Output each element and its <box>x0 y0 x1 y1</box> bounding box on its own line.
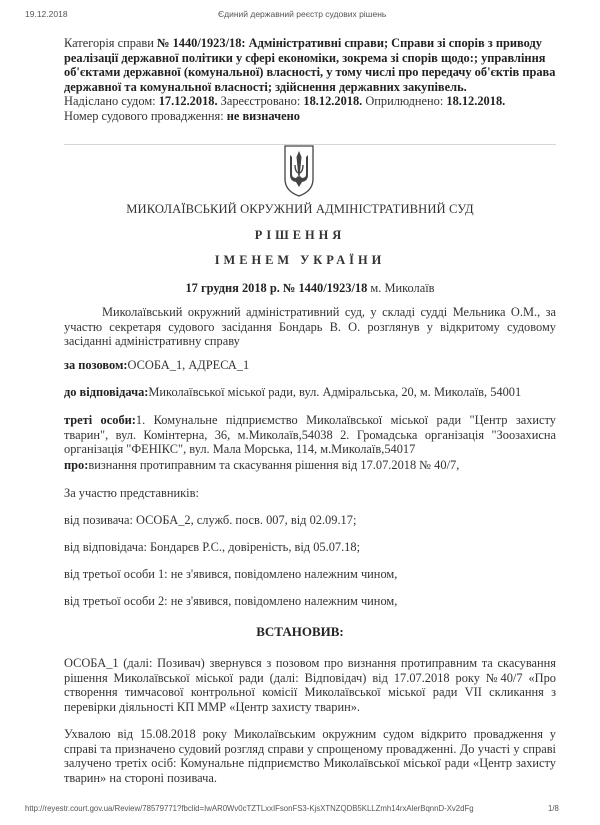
subject-line: про:визнання протиправним та скасування рішення від 17.07.2018 № 40/7, <box>64 458 460 472</box>
representative-item: від відповідача: Бондарєв Р.С., довіреність, від 05.07.18; <box>64 540 361 554</box>
established-heading: ВСТАНОВИВ: <box>256 624 344 639</box>
case-dates: Надіслано судом: 17.12.2018. Зареєстровано: 18.12.2018. Оприлюднено: 18.12.2018. <box>64 94 506 109</box>
trident-coat-of-arms-icon <box>279 143 319 198</box>
case-metadata <box>64 36 559 124</box>
case-category: Категорія справи № 1440/1923/18: Адміністративні справи; Справи зі спорів з приводу реалізації державної політики у сфері економіки, зокрема зі спорів щодо:; управління об'єктами державної (комунальної) власності, у тому числі про передачу об'єктів права державної та комунальної власності; здійснення державних закупівель. <box>64 36 556 94</box>
decision-date-line <box>0 281 600 296</box>
plaintiff-line: за позовом:ОСОБА_1, АДРЕСА_1 <box>64 358 250 372</box>
print-header <box>0 9 600 23</box>
source-url: http://reyestr.court.gov.ua/Review/78579771?fbclid=IwAR0Wv0cTZTLxxIFsonFS3-KjsXTNZQDB5KLLZmh14rxAlerBqnnD-Xv2dFg <box>25 804 474 813</box>
decision-title: РІШЕННЯ <box>254 228 346 242</box>
representative-item: від третьої особи 2: не з'явився, повідомлено належним чином, <box>64 594 398 608</box>
paragraph-claim: ОСОБА_1 (далі: Позивач) звернувся з позовом про визнання протиправним та скасування рішення Миколаївської міської ради (далі: Відповідач) від 17.07.2018 року №40/7 «Про створення тимчасової контрольної комісії Миколаївської міської ради VII скликання з перевірки діяльності КП ММР «Центр захисту тварин». <box>64 656 556 714</box>
representatives-intro: За участю представників: <box>64 486 199 500</box>
registered-date: 18.12.2018. <box>303 94 363 109</box>
decision-city: м. Миколаїв <box>367 281 435 295</box>
in-the-name-of-ukraine: ІМЕНЕМ УКРАЇНИ <box>214 253 386 267</box>
third-parties: треті особи:1. Комунальне підприємство Миколаївської міської ради "Центр захисту тварин", вул. Комінтерна, 36, м.Миколаїв,54038 2. Громадська організація "Зоозахисна організація "ФЕНІКС", вул. Мала Морська, 114, м.Миколаїв,54017 <box>64 413 556 457</box>
print-title: Єдиний державний реєстр судових рішень <box>218 9 387 19</box>
proceeding-number: Номер судового провадження: не визначено <box>64 108 300 123</box>
proceeding-number-value: не визначено <box>226 108 300 123</box>
case-category-value: № 1440/1923/18: Адміністративні справи; Справи зі спорів з приводу реалізації державної політики у сфері економіки, зокрема зі спорів щодо:; управління об'єктами державної (комунальної) власності, у тому числі про передачу об'єктів права державної та комунальної власності; здійснення державних закупівель. <box>64 36 556 94</box>
decision-date-number: 17 грудня 2018 р. № 1440/1923/18 <box>185 281 368 295</box>
sent-date: 17.12.2018. <box>158 94 218 109</box>
print-footer <box>0 804 600 818</box>
defendant-line: до відповідача:Миколаївської міської ради, вул. Адміральська, 20, м. Миколаїв, 54001 <box>64 385 522 399</box>
print-date: 19.12.2018 <box>25 9 68 19</box>
representative-item: від третьої особи 1: не з'явився, повідомлено належним чином, <box>64 567 398 581</box>
court-name: МИКОЛАЇВСЬКИЙ ОКРУЖНИЙ АДМІНІСТРАТИВНИЙ СУД <box>126 202 474 216</box>
published-date: 18.12.2018. <box>446 94 506 109</box>
representative-item: від позивача: ОСОБА_2, служб. посв. 007, від 02.09.17; <box>64 513 357 527</box>
page-number: 1/8 <box>548 804 559 813</box>
intro-paragraph: Миколаївський окружний адміністративний суд, у складі судді Мельника О.М., за участю секретаря судового засідання Бондарь В. О. розглянув у відкритому судовому засіданні адміністративну справу <box>64 305 556 349</box>
paragraph-ruling: Ухвалою від 15.08.2018 року Миколаївським окружним судом відкрито провадження у справі та призначено судовий розгляд справи у спрощеному провадженні. До участі у справі залучено третіх осіб: Комунальне підприємство Миколаївської міської ради «Центр захисту тварин» на стороні позивача. <box>64 727 556 785</box>
